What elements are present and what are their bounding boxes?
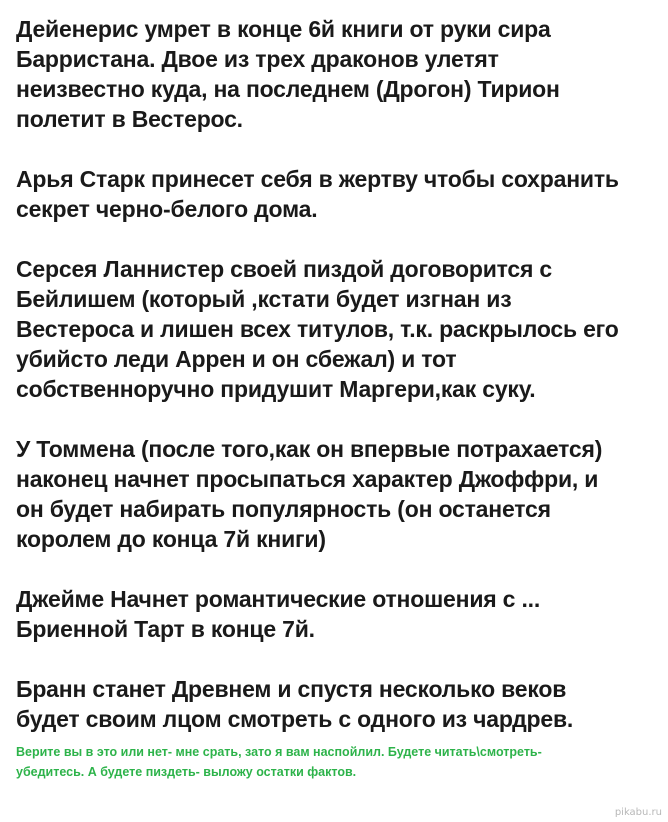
paragraph-arya: Арья Старк принесет себя в жертву чтобы сохранить секрет черно-белого дома. bbox=[16, 166, 619, 222]
paragraph-jaime: Джейме Начнет романтические отношения с ... Бриенной Тарт в конце 7й. bbox=[16, 586, 541, 642]
paragraph-tommen: У Томмена (после того,как он впервые потрахается) наконец начнет просыпаться характер Джоффри, и он будет набирать популярность (он останется королем до конца 7й книги) bbox=[16, 436, 603, 552]
paragraph-cersei: Серсея Ланнистер своей пиздой договорится с Бейлишем (который ,кстати будет изгнан из Вестероса и лишен всех титулов, т.к. раскрылось его убийсто леди Аррен и он сбежал) и тот собственноручно придушит Маргери,как суку. bbox=[16, 256, 619, 402]
spoiler-text-block bbox=[16, 14, 664, 734]
footer-note: Верите вы в это или нет- мне срать, зато я вам наспойлил. Будете читать\смотреть- убедитесь. А будете пиздеть- выложу остатки фактов. bbox=[16, 745, 542, 779]
paragraph-bran: Бранн станет Древнем и спустя несколько веков будет своим лцом смотреть с одного из чардрев. bbox=[16, 676, 574, 732]
paragraph-daenerys: Дейенерис умрет в конце 6й книги от руки сира Барристана. Двое из трех драконов улетят неизвестно куда, на последнем (Дрогон) Тирион полетит в Вестерос. bbox=[16, 16, 560, 132]
watermark: pikabu.ru bbox=[614, 807, 662, 818]
